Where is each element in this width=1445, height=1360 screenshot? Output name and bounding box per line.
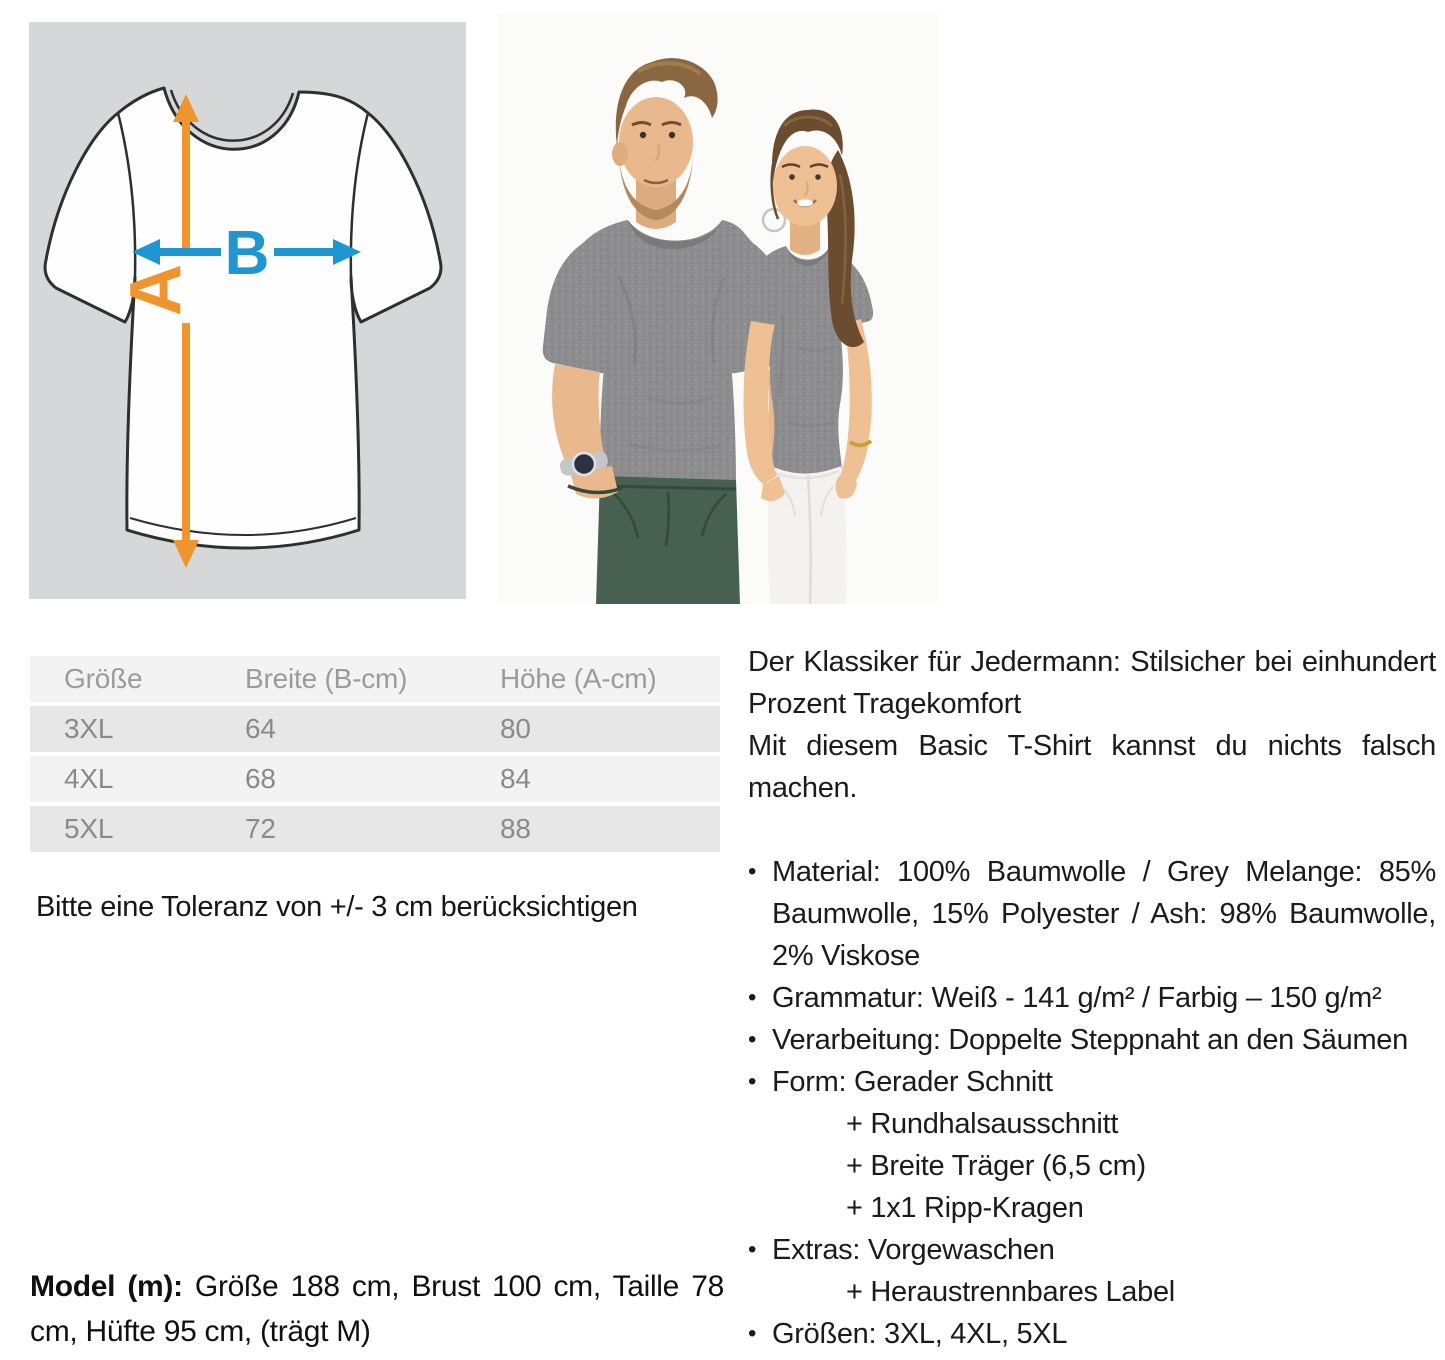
feature-form: Form: Gerader Schnitt: [772, 1066, 1053, 1098]
cell-width: 72: [245, 813, 276, 844]
woman-face: [773, 146, 837, 226]
model-details: Größe 188 cm, Brust 100 cm, Taille 78 cm, Hüfte 95 cm, (trägt M): [30, 1270, 724, 1348]
product-description: [748, 641, 1436, 1355]
column-header-height: Höhe (A-cm): [500, 663, 657, 694]
column-header-size: Größe: [64, 663, 143, 694]
feature-verarbeitung: Verarbeitung: Doppelte Steppnaht an den Säumen: [772, 1024, 1408, 1056]
feature-extras-sub: + Heraustrennbares Label: [846, 1276, 1175, 1308]
feature-form-sub: + Breite Träger (6,5 cm): [846, 1150, 1146, 1182]
cell-height: 84: [500, 763, 531, 794]
feature-form-sub: + 1x1 Ripp-Kragen: [846, 1192, 1084, 1224]
product-photo-illustration: [498, 14, 938, 604]
tshirt-outline: [45, 88, 441, 548]
size-table: [30, 656, 720, 856]
woman-eye-left: [789, 174, 795, 180]
bullet-icon: •: [748, 1320, 757, 1347]
cell-size: 3XL: [64, 713, 114, 744]
woman-eye-right: [815, 174, 821, 180]
feature-extras: Extras: Vorgewaschen: [772, 1234, 1055, 1266]
bullet-icon: •: [748, 1068, 757, 1095]
list-item: [748, 977, 1436, 1019]
list-item: [748, 1229, 1436, 1313]
size-diagram: [29, 22, 466, 599]
model-measurements: [30, 1264, 724, 1354]
tolerance-note: Bitte eine Toleranz von +/- 3 cm berücksichtigen: [36, 891, 638, 923]
list-item: [748, 1019, 1436, 1061]
feature-groessen: Größen: 3XL, 4XL, 5XL: [772, 1318, 1068, 1350]
description-intro-line-1: Der Klassiker für Jedermann: Stilsicher bei einhundert Prozent Tragekomfort: [748, 646, 1436, 720]
table-row: [30, 806, 720, 852]
description-intro-line-2: Mit diesem Basic T-Shirt kannst du nichts falsch machen.: [748, 730, 1436, 804]
list-item: [748, 1061, 1436, 1229]
bullet-icon: •: [748, 984, 757, 1011]
table-row: [30, 706, 720, 752]
feature-list: [748, 851, 1436, 1355]
cell-size: 5XL: [64, 813, 114, 844]
list-item: [748, 851, 1436, 977]
man-eye-right: [669, 132, 675, 138]
size-table-header: [30, 656, 720, 702]
bullet-icon: •: [748, 1236, 757, 1263]
man-pants: [596, 476, 740, 604]
bullet-icon: •: [748, 858, 757, 885]
cell-size: 4XL: [64, 763, 114, 794]
man-ear: [612, 142, 628, 166]
cell-width: 68: [245, 763, 276, 794]
table-row: [30, 756, 720, 802]
column-header-width: Breite (B-cm): [245, 663, 408, 694]
feature-material: Material: 100% Baumwolle / Grey Melange: 85% Baumwolle, 15% Polyester / Ash: 98% Baumwolle, 2% Viskose: [772, 856, 1436, 972]
list-item: [748, 1313, 1436, 1355]
feature-grammatur: Grammatur: Weiß - 141 g/m² / Farbig – 150 g/m²: [772, 982, 1382, 1014]
bullet-icon: •: [748, 1026, 757, 1053]
height-label: A: [116, 264, 196, 316]
cell-height: 88: [500, 813, 531, 844]
product-photo: [498, 14, 938, 604]
model-label: Model (m):: [30, 1270, 183, 1303]
woman-teeth: [797, 200, 813, 207]
man-face: [619, 97, 693, 187]
cell-width: 64: [245, 713, 276, 744]
feature-form-sub: + Rundhalsausschnitt: [846, 1108, 1119, 1140]
cell-height: 80: [500, 713, 531, 744]
size-diagram-svg: [29, 22, 466, 599]
width-label: B: [224, 219, 270, 288]
man-eye-left: [640, 132, 646, 138]
